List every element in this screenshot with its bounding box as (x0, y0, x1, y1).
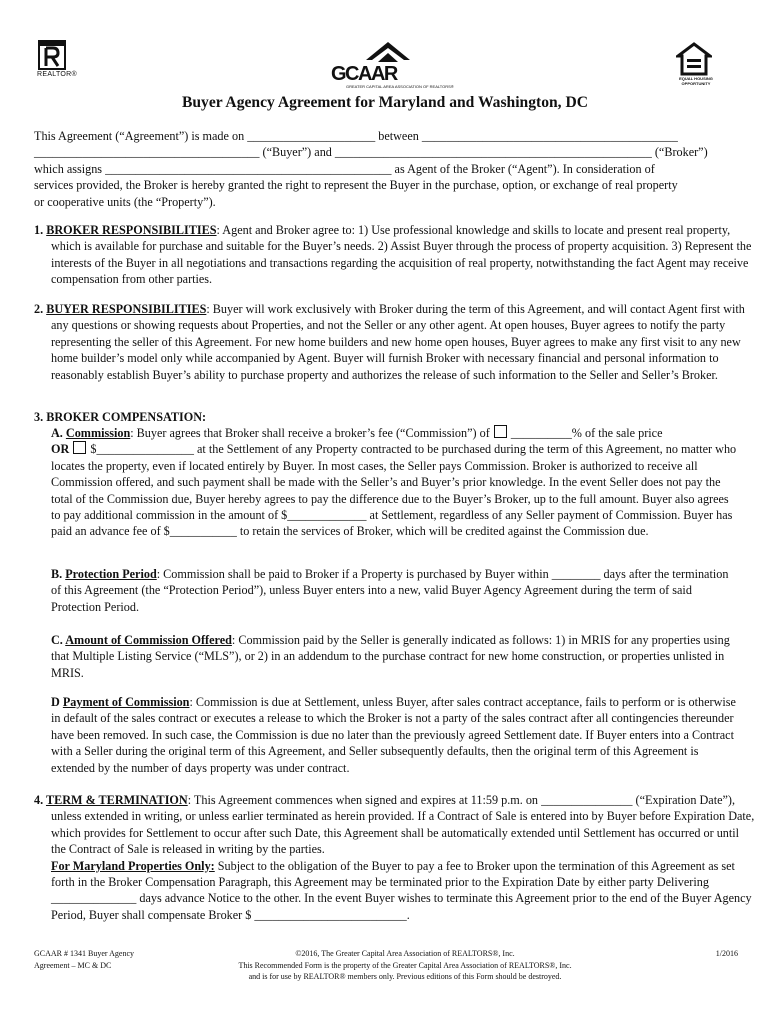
footer-left-line: GCAAR # 1341 Buyer Agency (34, 949, 134, 958)
section-body: : This Agreement commences when signed and expires at 11:59 p.m. on _______________ (“Expiration Date”), unless extended in writing, or unless earlier terminated as herein provided. If a Contract of Sale is entered into by Buyer before Expiration Date, which provides for Settlement to occur after such Date, this Agreement shall be automatically extended until Settlement has occurred or until the Contract of Sale is released in writing by the parties. (51, 793, 755, 857)
section-buyer-responsibilities (34, 301, 755, 383)
subsection-label: A. (51, 426, 66, 440)
section-number: 1. (34, 223, 47, 237)
section-number: 4. (34, 793, 46, 807)
section-heading: BUYER RESPONSIBILITIES (46, 302, 207, 316)
subsection-commission (51, 425, 738, 540)
intro-line: _____________________________________ (“Buyer”) and ____________________________________________________ (“Broker”) (34, 145, 708, 160)
realtor-r-icon (40, 42, 64, 68)
subsection-heading: Commission (65, 426, 131, 440)
intro-line: This Agreement (“Agreement”) is made on _____________________ between __________________________________________ (34, 129, 678, 143)
section-body: : Agent and Broker agree to: 1) Use professional knowledge and skills to locate and present real property, which is available for purchase and suitable for the Buyer’s needs. 2) Assist Buyer through the process of property acquisition. 3) Represent the interests of the Buyer in all negotiations and transactions regarding the acquisition of real property, notwithstanding the fact Agent may receive compensation from other parties. (51, 223, 752, 287)
subsection-text: : Buyer agrees that Broker shall receive a broker’s fee (“Commission”) of (130, 426, 493, 440)
subsection-text: __________% of the sale price (507, 426, 663, 440)
intro-line: or cooperative units (the “Property”). (34, 194, 216, 209)
intro-line: which assigns _______________________________________________ as Agent of the Broker (“Agent”). In consideration of (34, 161, 655, 176)
section-broker-responsibilities (34, 222, 755, 288)
footer-center-line: ©2016, The Greater Capital Area Association of REALTORS®, Inc. (295, 949, 515, 958)
flat-fee-checkbox[interactable] (73, 441, 86, 454)
equal-housing-caption: EQUAL HOUSING OPPORTUNITY (679, 76, 713, 86)
subsection-payment (51, 694, 738, 776)
section-heading: TERM & TERMINATION (45, 793, 188, 807)
document-title: Buyer Agency Agreement for Maryland and Washington, DC (181, 94, 589, 111)
intro-paragraph (34, 128, 738, 210)
subsection-label: D (51, 695, 63, 709)
maryland-heading: For Maryland Properties Only: (51, 858, 215, 873)
intro-line: services provided, the Broker is hereby granted the right to represent the Buyer in the purchase, option, or exchange of real property (34, 178, 678, 193)
subsection-text: : Commission shall be paid to Broker if a Property is purchased by Buyer within ________ days after the termination of this Agreement (the “Protection Period”), unless Buyer enters into a new, valid Buyer Agency Agreement during the term of said Protection Period. (51, 567, 729, 614)
section-broker-compensation-heading: 3. BROKER COMPENSATION: (34, 410, 207, 424)
percent-checkbox[interactable] (494, 425, 507, 438)
subsection-amount-offered (51, 632, 738, 681)
footer-center-line: This Recommended Form is the property of the Greater Capital Area Association of REALTORS®, Inc. (238, 960, 572, 970)
section-heading: BROKER RESPONSIBILITIES (46, 223, 217, 237)
section-term-termination (34, 792, 755, 923)
subsection-text: : Commission is due at Settlement, unless Buyer, after sales contract acceptance, fails to perform or is otherwise in default of the sales contract or executes a release to which the Broker is not a party of the sales contract after all contingencies thereunder have been removed. In such case, the Commission is due no later than the previously agreed Settlement date. If Buyer enters into a Contract with a Seller during the original term of this Agreement, and Seller subsequently defaults, then the original term of this Agreement is extended by the number of days property was under contract. (51, 695, 736, 775)
section-number: 2. (34, 302, 47, 316)
or-label: OR (51, 442, 73, 457)
footer-copyright (180, 948, 630, 983)
footer-date: 1/2016 (715, 949, 738, 958)
section-body: Subject to the obligation of the Buyer to pay a fee to Broker upon the termination of this Agreement as set forth in the Broker Compensation Paragraph, this Agreement may be terminated prior to the Expiration Date by either party Delivering ______________ days advance Notice to the other. In the event Buyer wishes to terminate this Agreement prior to the end of the Buyer Agency Period, Buyer shall compensate Broker $ _________________________. (51, 858, 752, 922)
gcaar-logo-text: GCAAR (331, 63, 397, 85)
subsection-label: B. (51, 567, 66, 581)
realtor-caption: REALTOR® (37, 71, 77, 78)
equal-housing-icon (676, 42, 712, 78)
subsection-heading: Amount of Commission Offered (65, 633, 232, 647)
gcaar-logo-subtext: GREATER CAPITAL AREA ASSOCIATION OF REALTORS® (346, 84, 454, 89)
subsection-text: $________________ at the Settlement of any Property contracted to be purchased during the term of this Agreement, no matter who locates the property, even if located entirely by Buyer. In most cases, the Seller pays Commission. Broker is authorized to receive all Commission offered, and such payment shall be made with the Seller’s and Buyer’s prior knowledge. In the event Seller does not pay the total of the Commission due, Buyer hereby agrees to pay the difference due to the Buyer’s Broker, up to the full amount. Buyer also agrees to pay additional commission in the amount of $_____________ at Settlement, regardless of any Seller payment of Commission. Buyer has paid an advance fee of $___________ to retain the services of Broker, which will be credited against the Commission due. (51, 442, 737, 539)
subsection-label: C. (51, 633, 66, 647)
realtor-logo (38, 40, 66, 70)
subsection-text: : Commission paid by the Seller is generally indicated as follows: 1) in MRIS for any properties using that Multiple Listing Service (“MLS”), or 2) in an addendum to the purchase contract for new home construction, or properties unlisted in MRIS. (51, 633, 730, 680)
footer-form-id (34, 948, 194, 971)
footer-left-line: Agreement – MC & DC (34, 960, 112, 970)
subsection-protection-period (51, 566, 738, 615)
subsection-heading: Payment of Commission (62, 695, 190, 709)
footer-center-line: and is for use by REALTOR® members only. Previous editions of this Form should be destroyed. (248, 972, 562, 981)
subsection-heading: Protection Period (65, 567, 157, 581)
section-body: : Buyer will work exclusively with Broker during the term of this Agreement, and will contact Agent first with any questions or showing requests about Properties, and not the Seller or any other agent. At open houses, Buyer agrees to notify the party representing the seller of this Agreement. For new home builders and new home open houses, Buyer agrees to make any first visit to any new home builder’s model only while accompanied by Agent. Buyer will furnish Broker with necessary financial and personal information to reasonably establish Buyer’s ability to purchase property and authorizes the release of such information to the Seller and Seller’s Broker. (51, 302, 745, 382)
